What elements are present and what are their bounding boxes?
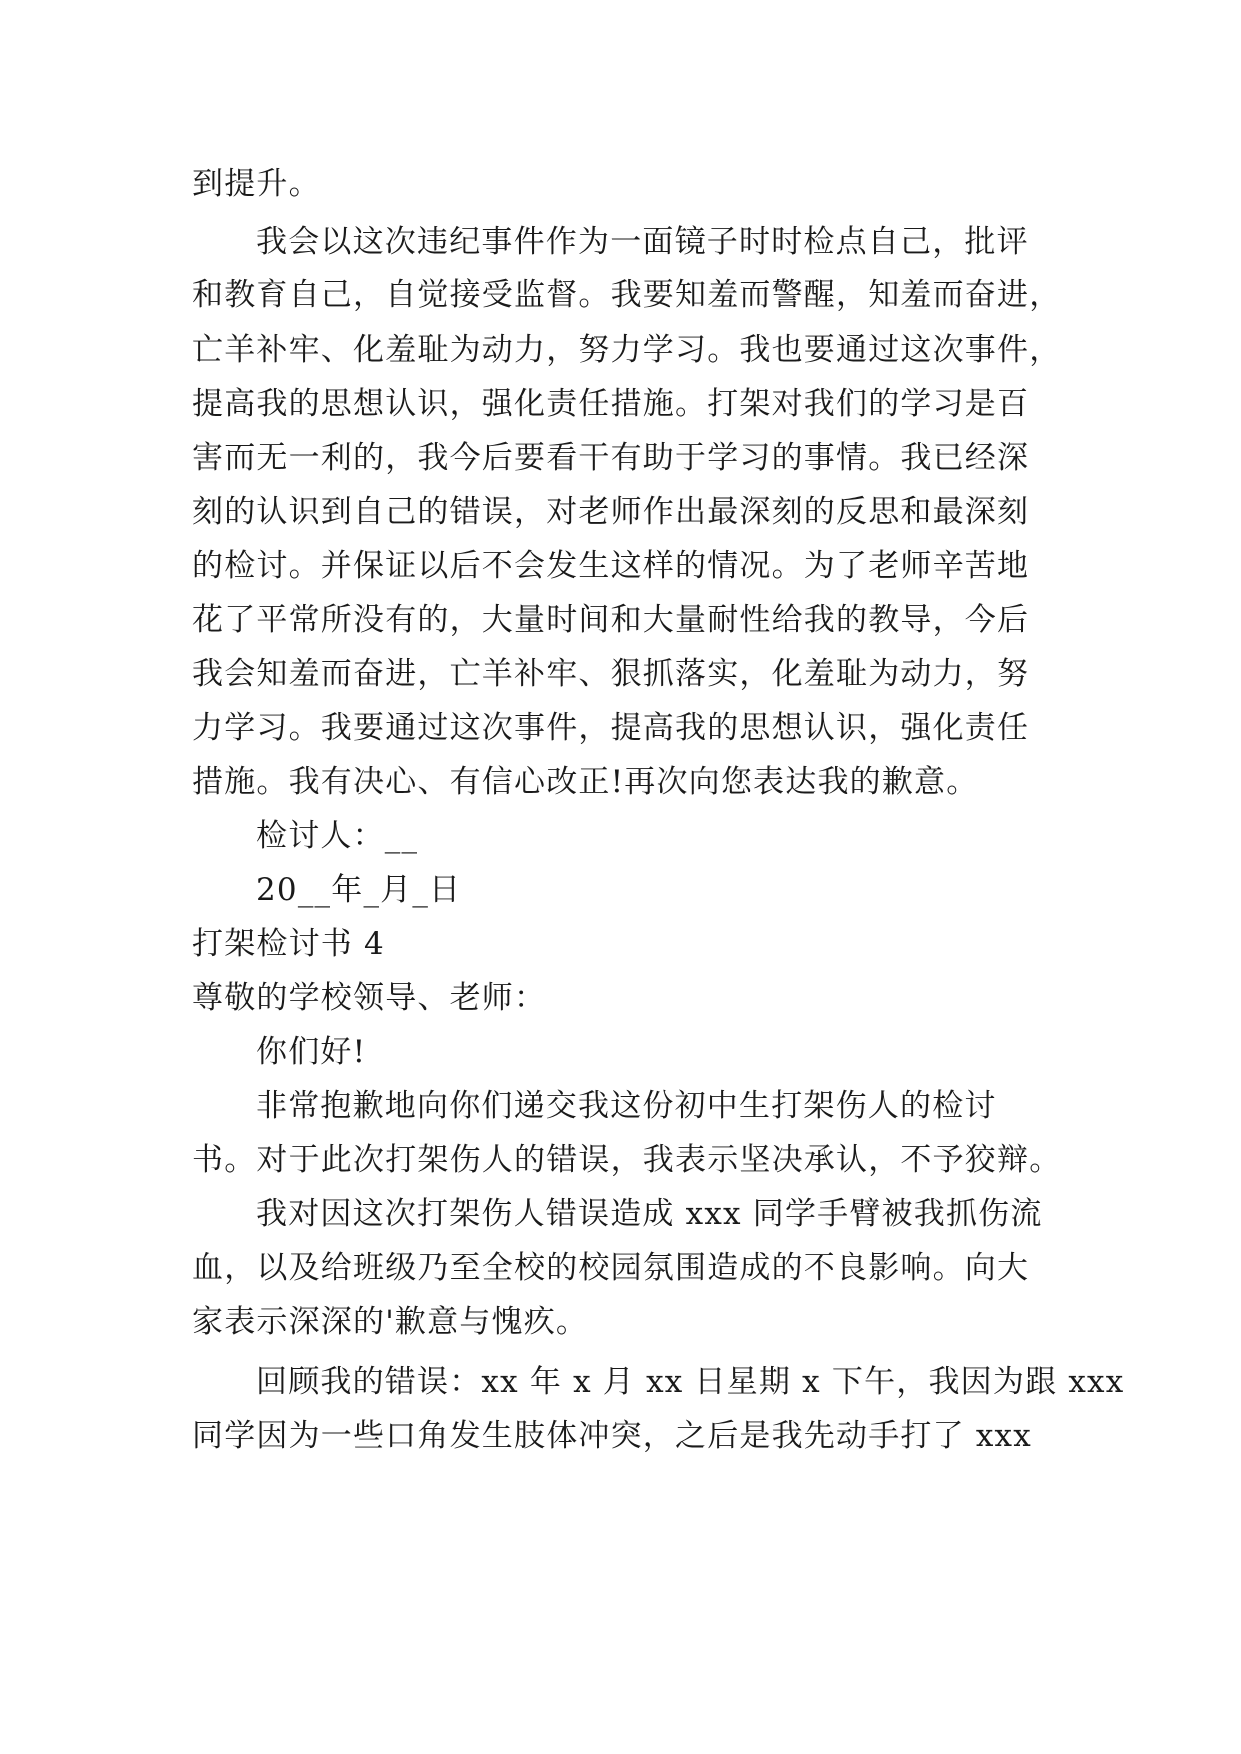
paragraph-line-19: 书。对于此次打架伤人的错误，我表示坚决承认，不予狡辩。 [192,1142,1062,1178]
greeting: 你们好! [256,1034,367,1070]
paragraph-line-18: 非常抱歉地向你们递交我这份初中生打架伤人的检讨 [256,1088,997,1124]
salutation: 尊敬的学校领导、老师： [192,980,547,1016]
paragraph-line-21: 血，以及给班级乃至全校的校园氛围造成的不良影响。向大 [192,1250,1030,1286]
signature-line: 检讨人：__ [256,818,419,854]
paragraph-line-20: 我对因这次打架伤人错误造成 xxx 同学手臂被我抓伤流 [256,1196,1043,1232]
paragraph-line-3: 和教育自己，自觉接受监督。我要知羞而警醒，知羞而奋进， [192,277,1062,313]
paragraph-line-6: 害而无一利的，我今后要看干有助于学习的事情。我已经深 [192,440,1030,476]
paragraph-line-5: 提高我的思想认识，强化责任措施。打架对我们的学习是百 [192,386,1030,422]
text-line-1: 到提升。 [192,166,321,202]
section-title: 打架检讨书 4 [192,926,385,962]
paragraph-line-7: 刻的认识到自己的错误，对老师作出最深刻的反思和最深刻 [192,494,1030,530]
paragraph-line-8: 的检讨。并保证以后不会发生这样的情况。为了老师辛苦地 [192,548,1030,584]
paragraph-line-10: 我会知羞而奋进，亡羊补牢、狠抓落实，化羞耻为动力，努 [192,656,1030,692]
paragraph-line-4: 亡羊补牢、化羞耻为动力，努力学习。我也要通过这次事件， [192,332,1062,368]
date-line: 20__年_月_日 [256,872,462,908]
paragraph-line-11: 力学习。我要通过这次事件，提高我的思想认识，强化责任 [192,710,1030,746]
paragraph-line-2: 我会以这次违纪事件作为一面镜子时时检点自己，批评 [256,224,1029,260]
paragraph-line-9: 花了平常所没有的，大量时间和大量耐性给我的教导，今后 [192,602,1030,638]
paragraph-line-22: 家表示深深的'歉意与愧疚。 [192,1304,589,1340]
paragraph-line-12: 措施。我有决心、有信心改正!再次向您表达我的歉意。 [192,764,979,800]
paragraph-line-24: 同学因为一些口角发生肢体冲突，之后是我先动手打了 xxx [192,1418,1032,1454]
paragraph-line-23: 回顾我的错误：xx 年 x 月 xx 日星期 x 下午，我因为跟 xxx [256,1364,1125,1400]
